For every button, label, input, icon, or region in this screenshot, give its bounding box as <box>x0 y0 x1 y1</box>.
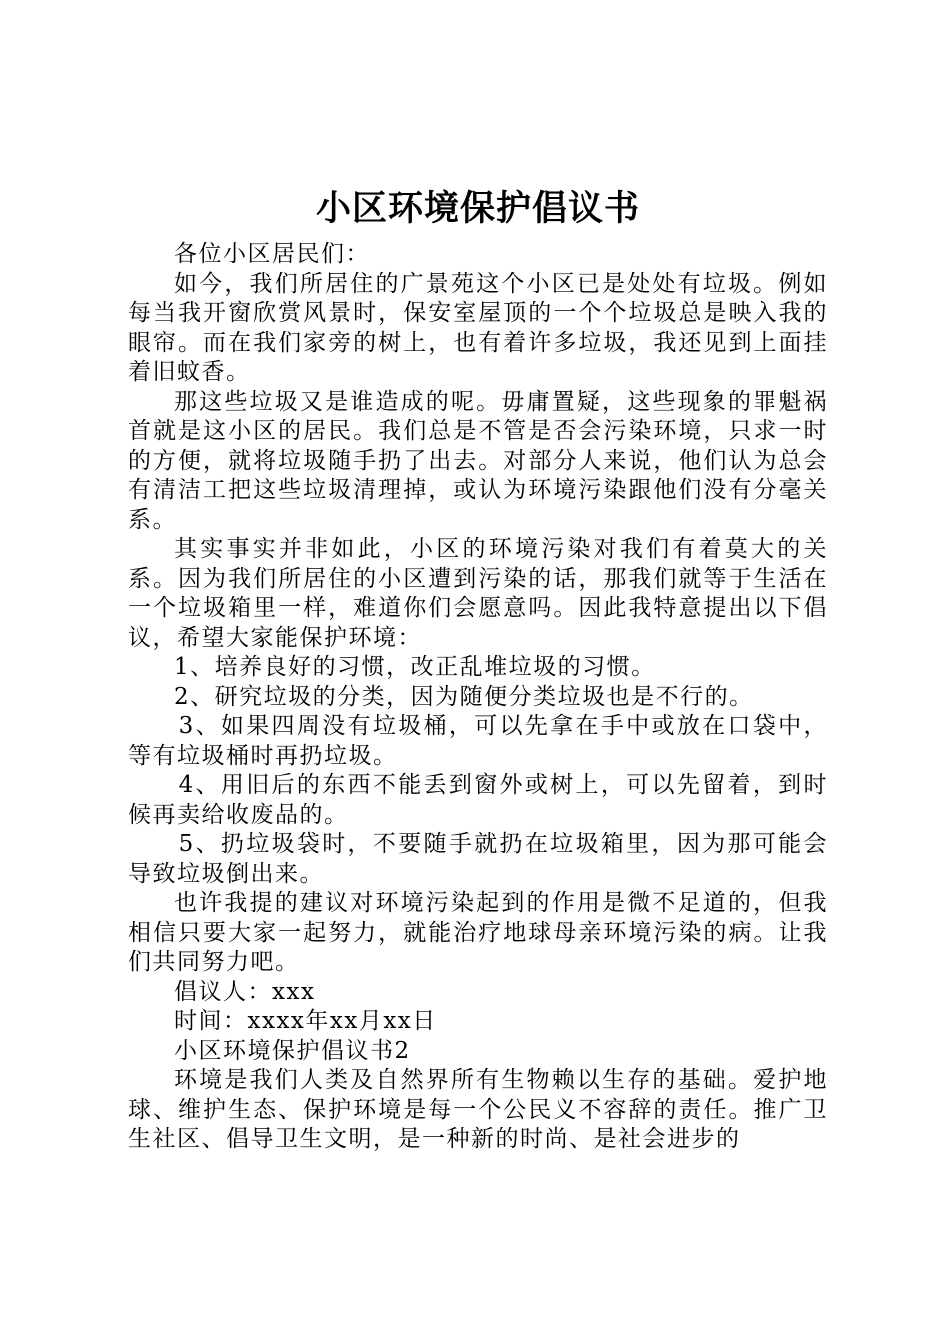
document-page <box>128 184 828 1155</box>
proposal-item: 3、如果四周没有垃圾桶，可以先拿在手中或放在口袋中，等有垃圾桶时再扔垃圾。 <box>128 713 828 769</box>
proposal-item: 1、培养良好的习惯，改正乱堆垃圾的习惯。 <box>174 654 656 680</box>
body-paragraph: 其实事实并非如此，小区的环境污染对我们有着莫大的关系。因为我们所居住的小区遭到污染的话，那我们就等于生活在一个垃圾箱里一样，难道你们会愿意吗。因此我特意提出以下倡议，希望大家能保护环境： <box>128 536 828 651</box>
proposal-item: 5、扔垃圾袋时，不要随手就扔在垃圾箱里，因为那可能会导致垃圾倒出来。 <box>128 831 828 887</box>
second-document-heading: 小区环境保护倡议书2 <box>174 1037 411 1064</box>
proposal-item: 2、研究垃圾的分类，因为随便分类垃圾也是不行的。 <box>174 683 754 710</box>
second-document-paragraph: 环境是我们人类及自然界所有生物赖以生存的基础。爱护地球、维护生态、保护环境是每一个公民义不容辞的责任。推广卫生社区、倡导卫生文明，是一种新的时尚、是社会进步的 <box>128 1067 828 1152</box>
date-line: 时间：xxxx年xx月xx日 <box>174 1008 437 1034</box>
greeting: 各位小区居民们： <box>174 241 370 267</box>
body-paragraph: 那这些垃圾又是谁造成的呢。毋庸置疑，这些现象的罪魁祸首就是这小区的居民。我们总是不管是否会污染环境，只求一时的方便，就将垃圾随手扔了出去。对部分人来说，他们认为总会有清洁工把这些垃圾清理掉，或认为环境污染跟他们没有分毫关系。 <box>128 388 828 533</box>
proposal-item: 4、用旧后的东西不能丢到窗外或树上，可以先留着，到时候再卖给收废品的。 <box>128 772 828 828</box>
document-title: 小区环境保护倡议书 <box>315 188 640 229</box>
proposer-line: 倡议人：xxx <box>174 978 316 1005</box>
closing-paragraph: 也许我提的建议对环境污染起到的作用是微不足道的，但我相信只要大家一起努力，就能治疗地球母亲环境污染的病。让我们共同努力吧。 <box>128 890 828 975</box>
body-paragraph: 如今，我们所居住的广景苑这个小区已是处处有垃圾。例如每当我开窗欣赏风景时，保安室屋顶的一个个垃圾总是映入我的眼帘。而在我们家旁的树上，也有着许多垃圾，我还见到上面挂着旧蚊香。 <box>128 270 828 385</box>
